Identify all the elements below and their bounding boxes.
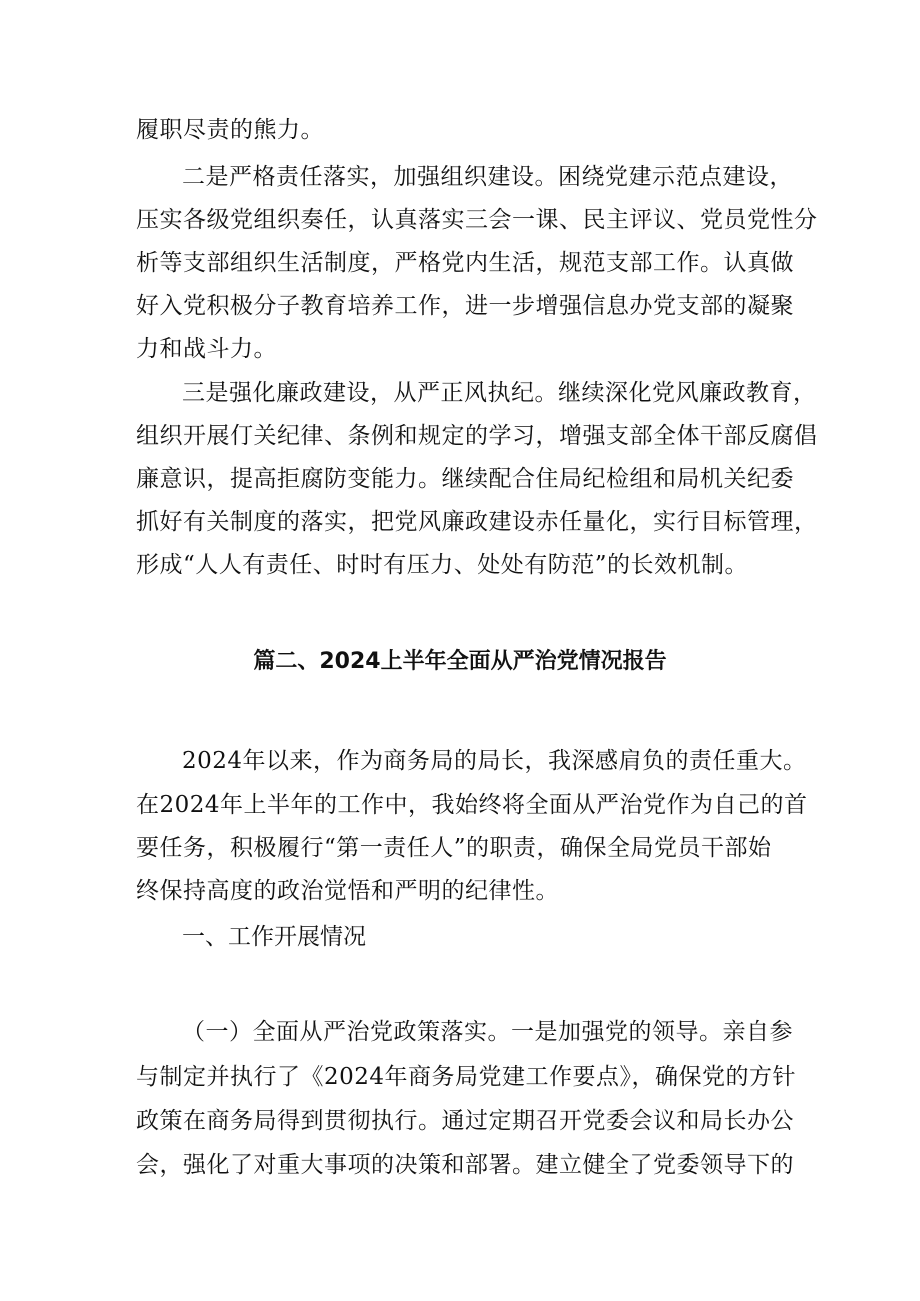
paragraph-line: 廉意识，提高拒腐防变能力。继续配合住局纪检组和局机关纪委	[136, 466, 794, 492]
paragraph-line: 力和战斗力。	[136, 336, 277, 362]
paragraph-line: 形成“人人有责任、时时有压力、处处有防范”的长效机制。	[136, 552, 749, 578]
chapter-title: 篇二、2024上半年全面从严治党情况报告	[253, 649, 667, 674]
paragraph-line: 2024年以来，作为商务局的局长，我深感肩负的责任重大。	[182, 748, 807, 774]
section-heading: 一、工作开展情况	[182, 924, 366, 950]
paragraph-line: 抓好有关制度的落实，把党风廉政建设赤任量化，实行目标管理，	[136, 509, 818, 535]
paragraph-line: 与制定并执行了《2024年商务局党建工作要点》，确保党的方针	[136, 1064, 797, 1090]
paragraph-line: 终保持高度的政治觉悟和严明的纪律性。	[136, 878, 559, 904]
paragraph-line: 好入党积极分子教育培养工作，进一步增强信息办党支部的凝聚	[136, 293, 794, 319]
paragraph-line: 压实各级党组织奏任，认真落实三会一课、民主评议、党员党性分	[136, 207, 818, 233]
paragraph-line: 二是严格责任落实，加强组织建设。困绕党建示范点建设，	[182, 164, 793, 190]
paragraph-line: 政策在商务局得到贯彻执行。通过定期召开党委会议和局长办公	[136, 1108, 794, 1134]
paragraph-line: 会，强化了对重大事项的决策和部署。建立健全了党委领导下的	[136, 1152, 794, 1178]
paragraph-line: 析等支部组织生活制度，严格党内生活，规范支部工作。认真做	[136, 250, 794, 276]
paragraph-line: 在2024年上半年的工作中，我始终将全面从严治党作为自己的首	[136, 792, 808, 818]
paragraph-line: 组织开展仃关纪律、条例和规定的学习，增强支部全体干部反腐倡	[136, 423, 818, 449]
paragraph-line: （一）全面从严治党政策落实。一是加强党的领导。亲自参	[182, 1019, 793, 1045]
paragraph-line: 履职尽责的熊力。	[136, 117, 324, 143]
paragraph-line: 三是强化廉政建设，从严正风执纪。继续深化党风廉政教育，	[182, 380, 817, 406]
paragraph-line: 要任务，积极履行“第一责任人”的职责，确保全局党员干部始	[136, 835, 772, 861]
